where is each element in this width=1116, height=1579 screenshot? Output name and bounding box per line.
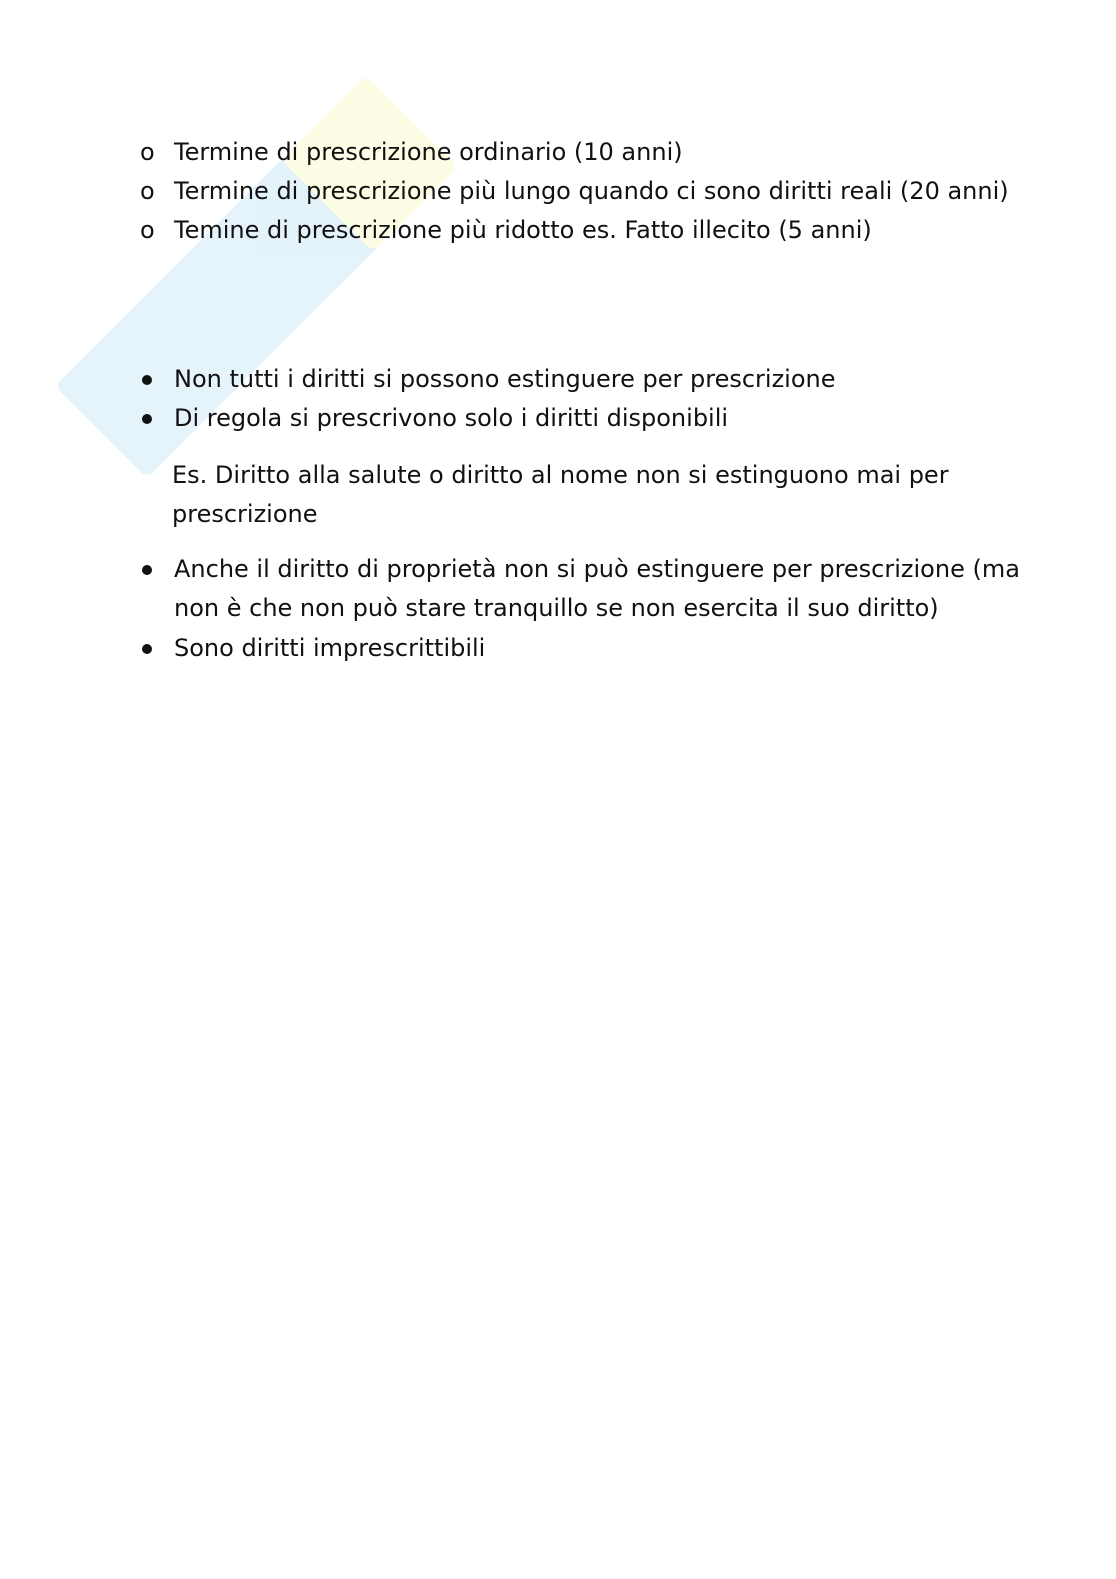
list-item (140, 550, 1020, 628)
circle-marker-icon: o (140, 216, 155, 244)
circle-marker-icon: o (140, 177, 155, 205)
bullet-icon (142, 375, 152, 385)
list-item-text: Sono diritti imprescrittibili (174, 634, 486, 662)
bullet-icon (142, 414, 152, 424)
circle-marker-icon: o (140, 138, 155, 166)
list-item (140, 133, 1020, 172)
bullet-icon (142, 644, 152, 654)
bullet-list-a (140, 360, 1020, 438)
list-item (140, 629, 1020, 668)
list-item (140, 211, 1020, 250)
bullet-icon (142, 565, 152, 575)
list-item-text: Di regola si prescrivono solo i diritti disponibili (174, 404, 729, 432)
list-item (140, 399, 1020, 438)
list-item (140, 172, 1020, 211)
example-note: Es. Diritto alla salute o diritto al nome non si estinguono mai per prescrizione (172, 461, 949, 528)
list-item (140, 360, 1020, 399)
list-item-text: Termine di prescrizione ordinario (10 anni) (174, 138, 683, 166)
list-item-text: Temine di prescrizione più ridotto es. Fatto illecito (5 anni) (174, 216, 872, 244)
list-item-text: Termine di prescrizione più lungo quando ci sono diritti reali (20 anni) (174, 177, 1009, 205)
bullet-list-b (140, 550, 1020, 669)
sub-list (140, 133, 1020, 250)
list-item-text: Anche il diritto di proprietà non si può estinguere per prescrizione (ma non è che non può stare tranquillo se non esercita il suo diritto) (174, 555, 1020, 622)
list-item-text: Non tutti i diritti si possono estinguere per prescrizione (174, 365, 836, 393)
